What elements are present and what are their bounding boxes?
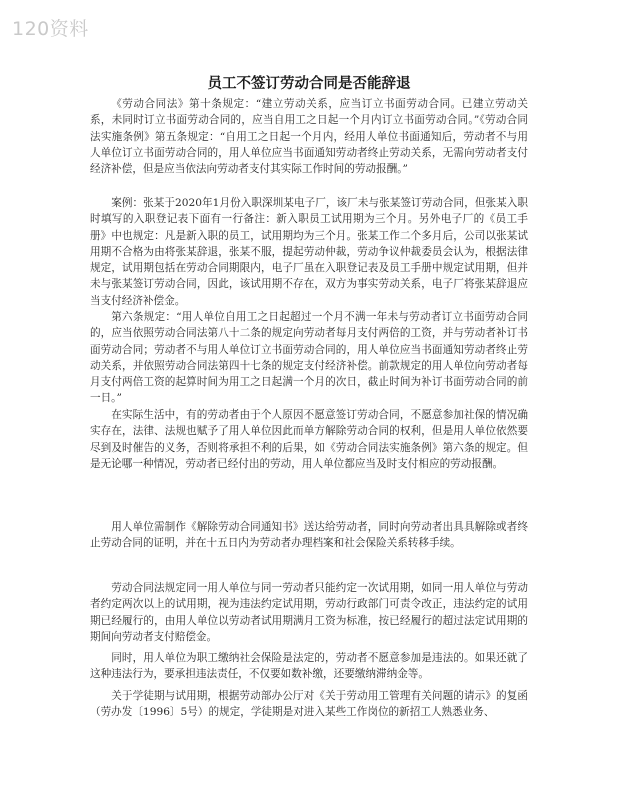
- paragraph-social-insurance: 同时，用人单位为职工缴纳社会保险是法定的，劳动者不愿意参加是违法的。如果还就了这种违法行为，要承担违法责任，不仅要如数补缴，还要缴纳滞纳金等。: [90, 652, 528, 681]
- paragraph-real-life: 在实际生活中，有的劳动者由于个人原因不愿意签订劳动合同，不愿意参加社保的情况确实存在，法律、法规也赋予了用人单位因此而单方解除劳动合同的权利，但是用人单位依然要尽到及时催告的义务，否则将承担不利的后果，如《劳动合同法实施条例》第六条的规定。但是无论哪一种情况，劳动者已经付出的劳动，用人单位都应当及时支付相应的劳动报酬。: [90, 409, 528, 470]
- document-title: 员工不签订劳动合同是否能辞退: [207, 75, 411, 92]
- paragraph-probation-period: 劳动合同法规定同一用人单位与同一劳动者只能约定一次试用期，如同一用人单位与劳动者约定两次以上的试用期，视为违法约定试用期，劳动行政部门可责令改正，违法约定的试用期已经履行的，由用人单位以劳动者试用期满月工资为标准，按已经履行的超过法定试用期的期间向劳动者支付赔偿金。: [90, 582, 528, 643]
- paragraph-case-study: 案例：张某于2020年1月份入职深圳某电子厂，该厂未与张某签订劳动合同，但张某入职时填写的入职登记表下面有一行备注：新入职员工试用期为三个月。另外电子厂的《员工手册》中也规定：凡是新入职的员工，试用期均为三个月。张某工作二个多月后，公司以张某试用期不合格为由将张某辞退，张某不服，提起劳动仲裁，劳动争议仲裁委员会认为，根据法律规定，试用期包括在劳动合同期限内，电子厂虽在入职登记表及员工手册中规定试用期，但并未与张某签订劳动合同，因此，该试用期不存在，双方为事实劳动关系，电子厂将张某辞退应当支付经济补偿金。: [90, 197, 528, 307]
- paragraph-labor-contract-law-article-10: 《劳动合同法》第十条规定：“建立劳动关系，应当订立书面劳动合同。已建立劳动关系，未同时订立书面劳动合同的，应当自用工之日起一个月内订立书面劳动合同。”《劳动合同法实施条例》第五条规定：“自用工之日起一个月内，经用人单位书面通知后，劳动者不与用人单位订立书面劳动合同的，用人单位应当书面通知劳动者终止劳动关系，无需向劳动者支付经济补偿，但是应当依法向劳动者支付其实际工作时间的劳动报酬。”: [90, 98, 528, 176]
- paragraph-article-6: 第六条规定：“用人单位自用工之日起超过一个月不满一年未与劳动者订立书面劳动合同的，应当依照劳动合同法第八十二条的规定向劳动者每月支付两倍的工资，并与劳动者补订书面劳动合同；劳动者不与用人单位订立书面劳动合同的，用人单位应当书面通知劳动者终止劳动关系，并依照劳动合同法第四十七条的规定支付经济补偿。前款规定的用人单位向劳动者每月支付两倍工资的起算时间为用工之日起满一个月的次日，截止时间为补订书面劳动合同的前一日。”: [90, 311, 528, 405]
- watermark: 120资料: [12, 18, 89, 40]
- paragraph-termination-notice: 用人单位需制作《解除劳动合同通知书》送达给劳动者，同时向劳动者出具具解除或者终止劳动合同的证明，并在十五日内为劳动者办理档案和社会保险关系转移手续。: [90, 521, 528, 550]
- paragraph-apprenticeship: 关于学徒期与试用期，根据劳动部办公厅对《关于劳动用工管理有关问题的请示》的复函（劳办发〔1996〕5号）的规定，学徒期是对进入某些工作岗位的新招工人熟悉业务、: [90, 690, 528, 719]
